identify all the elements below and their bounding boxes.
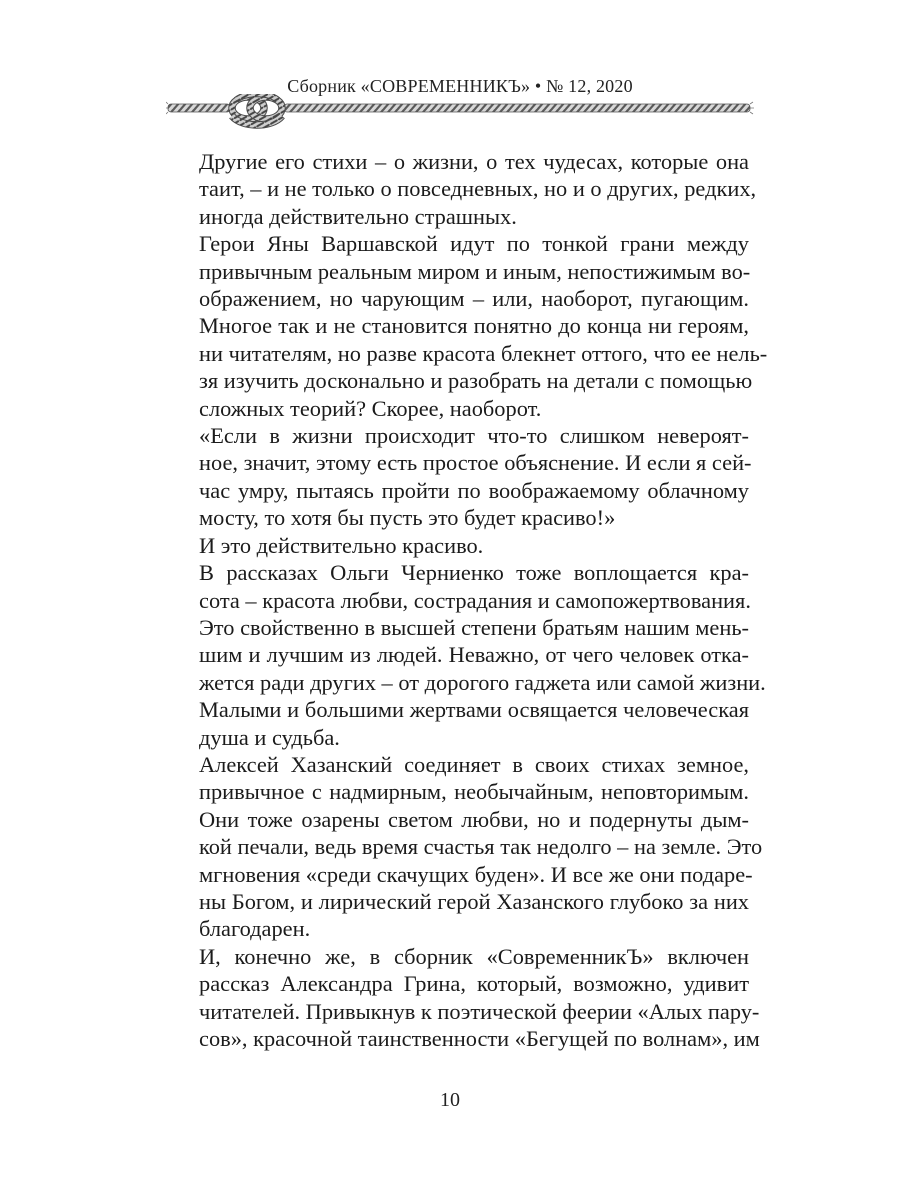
text-line: сота – красота любви, сострадания и самопожертвования. (199, 587, 751, 613)
text-line: шим и лучшим из людей. Неважно, от чего человек отка- (199, 642, 749, 668)
text-line: жется ради других – от дорогого гаджета или самой жизни. (199, 669, 766, 695)
text-line: кой печали, ведь время счастья так недолго – на земле. Это (199, 834, 763, 860)
paragraph (171, 532, 749, 559)
paragraph (171, 422, 752, 532)
text-line: привычным реальным миром и иным, непостижимым во- (199, 258, 751, 284)
paragraph (171, 559, 766, 751)
text-line: мосту, то хотя бы пусть это будет красиво!» (199, 505, 616, 531)
text-line: Герои Яны Варшавской идут по тонкой грани между (199, 231, 749, 257)
page-number: 10 (440, 1089, 460, 1111)
text-line: ны Богом, и лирический герой Хазанского глубоко за них (199, 888, 749, 914)
text-line: сложных теорий? Скорее, наоборот. (199, 395, 542, 421)
text-line: Они тоже озарены светом любви, но и подернуты дым- (199, 806, 749, 832)
text-line: ни читателям, но разве красота блекнет оттого, что ее нель- (199, 340, 768, 366)
text-line: Малыми и большими жертвами освящается человеческая (199, 697, 749, 723)
running-header: Сборник «СОВРЕМЕННИКЪ» • № 12, 2020 (287, 76, 633, 96)
rope-knot-icon (166, 94, 754, 130)
text-line: ное, значит, этому есть простое объяснение. И если я сей- (199, 450, 752, 476)
text-line: Алексей Хазанский соединяет в своих стихах земное, (199, 751, 749, 777)
text-line: ображением, но чарующим – или, наоборот, пугающим. (199, 286, 749, 312)
text-line: рассказ Александра Грина, который, возможно, удивит (199, 971, 749, 997)
text-line: Это свойственно в высшей степени братьям нашим мень- (199, 614, 749, 640)
text-line: благодарен. (199, 916, 311, 942)
text-line: читателей. Привыкнув к поэтической феерии «Алых пару- (199, 998, 760, 1024)
text-line: В рассказах Ольги Черниенко тоже воплощается кра- (199, 560, 749, 586)
text-line: Другие его стихи – о жизни, о тех чудесах, которые она (199, 149, 749, 174)
text-line: иногда действительно страшных. (199, 203, 517, 229)
text-line: «Если в жизни происходит что-то слишком невероят- (199, 423, 749, 449)
text-line: привычное с надмирным, необычайным, неповторимым. (199, 779, 749, 805)
text-line: сов», красочной таинственности «Бегущей по волнам», им (199, 1026, 760, 1051)
text-line: зя изучить досконально и разобрать на детали с помощью (199, 368, 753, 394)
paragraph (171, 751, 763, 943)
paragraph (171, 148, 757, 230)
paragraph (171, 230, 768, 422)
text-line: И это действительно красиво. (199, 532, 484, 558)
paragraph (171, 943, 760, 1053)
text-line: И, конечно же, в сборник «СовременникЪ» включен (199, 943, 749, 969)
text-line: час умру, пытаясь пройти по воображаемому облачному (199, 477, 749, 503)
article-body (171, 148, 768, 1052)
text-line: Многое так и не становится понятно до конца ни героям, (199, 313, 749, 339)
text-line: душа и судьба. (199, 724, 340, 750)
text-line: таит, – и не только о повседневных, но и о других, редких, (199, 176, 757, 202)
text-line: мгновения «среди скачущих буден». И все же они подаре- (199, 861, 753, 887)
